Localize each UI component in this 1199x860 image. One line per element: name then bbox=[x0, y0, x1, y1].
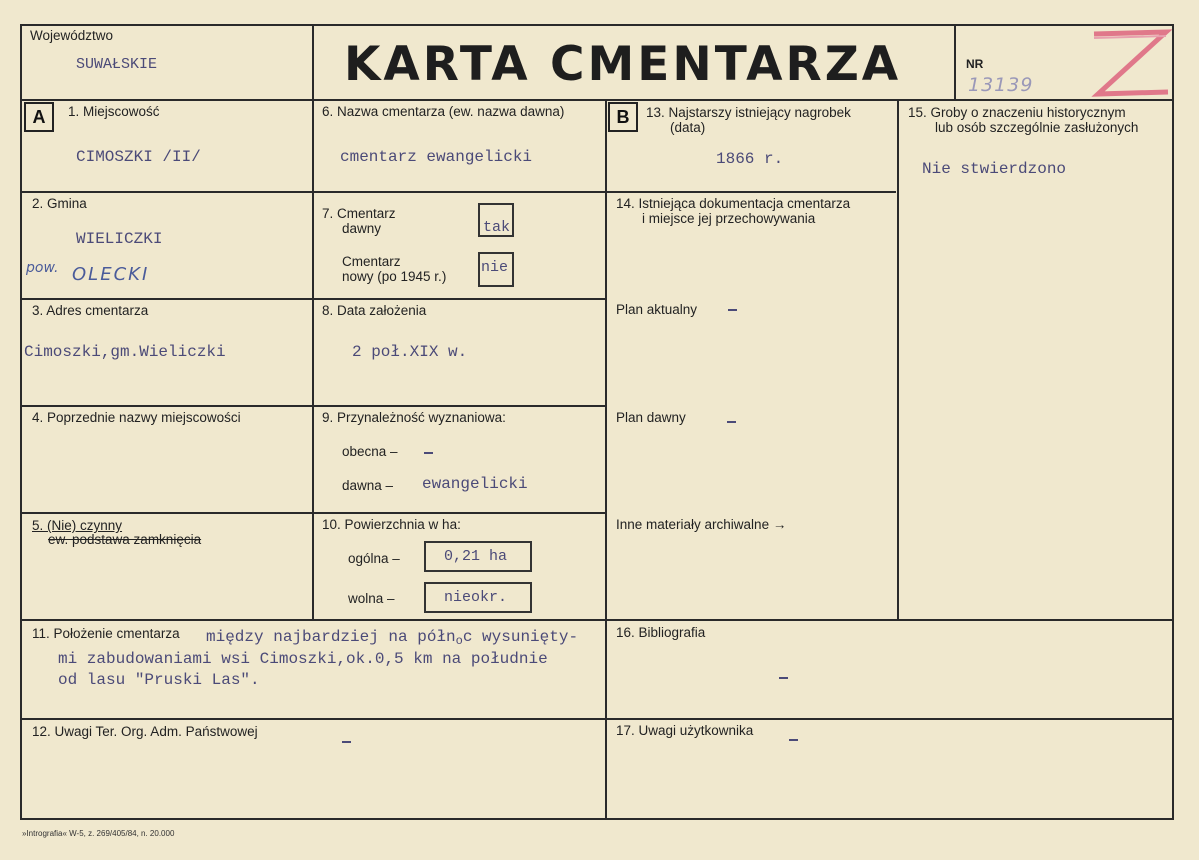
f15-label-1: 15. Groby o znaczeniu historycznym bbox=[908, 105, 1126, 120]
f10-label: 10. Powierzchnia w ha: bbox=[322, 517, 461, 532]
row-line-2 bbox=[20, 298, 607, 300]
f10-total-value: 0,21 ha bbox=[444, 548, 508, 565]
f14-label-2: i miejsce jej przechowywania bbox=[642, 211, 816, 226]
f17-label: 17. Uwagi użytkownika bbox=[616, 723, 754, 738]
f14-plan-current-dash bbox=[728, 309, 737, 311]
f10-free-value: nieokr. bbox=[444, 589, 508, 606]
f2-pow-value: OLECKI bbox=[72, 264, 150, 285]
column-divider-1 bbox=[312, 99, 314, 619]
frame-left-line bbox=[20, 24, 22, 820]
f13-label-2: (data) bbox=[670, 120, 706, 135]
header-bottom-line bbox=[20, 99, 1174, 101]
f14-other-label: Inne materiały archiwalne → bbox=[616, 517, 787, 532]
f7-new-label-1: Cmentarz bbox=[342, 254, 401, 269]
column-divider-2 bbox=[605, 99, 607, 819]
f2-pow-prefix: pow. bbox=[26, 260, 59, 276]
f7-old-value: tak bbox=[483, 219, 511, 236]
f14-plan-old-dash bbox=[727, 421, 736, 423]
f11-line-2: mi zabudowaniami wsi Cimoszki,ok.0,5 km na południe bbox=[58, 650, 548, 668]
f9-current-value-dash bbox=[424, 452, 433, 454]
section-a-marker: A bbox=[24, 102, 54, 132]
f10-total-label: ogólna – bbox=[348, 551, 400, 566]
f1-label: 1. Miejscowość bbox=[68, 104, 160, 119]
f7-new-label-2: nowy (po 1945 r.) bbox=[342, 269, 447, 284]
f16-label: 16. Bibliografia bbox=[616, 625, 706, 640]
f13-label-1: 13. Najstarszy istniejący nagrobek bbox=[646, 105, 851, 120]
f8-value: 2 poł.XIX w. bbox=[352, 343, 468, 361]
f16-value-dash bbox=[779, 677, 788, 679]
f11-line-1-start: między najbardziej na półn bbox=[206, 628, 456, 646]
f15-label-2: lub osób szczególnie zasłużonych bbox=[935, 120, 1139, 135]
f6-value: cmentarz ewangelicki bbox=[340, 148, 533, 166]
nr-value: 13139 bbox=[968, 74, 1034, 96]
f9-label: 9. Przynależność wyznaniowa: bbox=[322, 410, 506, 425]
f14-plan-current-label: Plan aktualny bbox=[616, 302, 698, 317]
f8-label: 8. Data założenia bbox=[322, 303, 427, 318]
f10-free-label: wolna – bbox=[348, 591, 395, 606]
f5-sublabel: ew. podstawa zamknięcia bbox=[48, 532, 202, 547]
nr-label: NR bbox=[966, 57, 984, 71]
f5-label: 5. (Nie) czynny bbox=[32, 518, 123, 533]
header-divider-right bbox=[954, 24, 956, 100]
f9-current-label: obecna – bbox=[342, 444, 398, 459]
f6-label: 6. Nazwa cmentarza (ew. nazwa dawna) bbox=[322, 104, 565, 119]
f12-label: 12. Uwagi Ter. Org. Adm. Państwowej bbox=[32, 724, 258, 739]
f11-line-1 bbox=[206, 628, 578, 647]
f11-line-1-sub: o bbox=[455, 634, 463, 648]
f9-former-label: dawna – bbox=[342, 478, 394, 493]
f14-label-1: 14. Istniejąca dokumentacja cmentarza bbox=[616, 196, 851, 211]
row-line-6 bbox=[20, 718, 1174, 720]
frame-top-line bbox=[20, 24, 1174, 26]
f9-former-value: ewangelicki bbox=[422, 475, 528, 493]
voivodeship-value: SUWAŁSKIE bbox=[76, 56, 158, 73]
f3-value: Cimoszki,gm.Wieliczki bbox=[24, 343, 226, 361]
f7-old-label-1: 7. Cmentarz bbox=[322, 206, 396, 221]
voivodeship-label: Województwo bbox=[30, 28, 114, 43]
f7-new-value: nie bbox=[481, 259, 509, 276]
card-title: KARTA CMENTARZA bbox=[344, 37, 902, 92]
f11-line-1-end: c wysunięty- bbox=[462, 628, 579, 646]
f15-value: Nie stwierdzono bbox=[922, 160, 1067, 178]
section-b-marker: B bbox=[608, 102, 638, 132]
header-divider-left bbox=[312, 24, 314, 100]
stamp-z-icon bbox=[1088, 24, 1172, 100]
row-line-4 bbox=[20, 512, 607, 514]
f4-label: 4. Poprzednie nazwy miejscowości bbox=[32, 410, 241, 425]
printer-footer: »Intrografia« W-5, z. 269/405/84, n. 20.000 bbox=[22, 829, 175, 838]
frame-bottom-line bbox=[20, 818, 1174, 820]
f7-old-label-2: dawny bbox=[342, 221, 382, 236]
f13-value: 1866 r. bbox=[716, 150, 784, 168]
f11-label: 11. Położenie cmentarza bbox=[32, 626, 180, 641]
column-divider-3 bbox=[897, 99, 899, 619]
f2-value: WIELICZKI bbox=[76, 230, 163, 248]
row-line-5 bbox=[20, 619, 1174, 621]
f17-value-dash bbox=[789, 739, 798, 741]
f3-label: 3. Adres cmentarza bbox=[32, 303, 149, 318]
f12-value-dash bbox=[342, 741, 351, 743]
row-line-3 bbox=[20, 405, 607, 407]
f2-label: 2. Gmina bbox=[32, 196, 87, 211]
frame-right-line bbox=[1172, 24, 1174, 820]
f1-value: CIMOSZKI /II/ bbox=[76, 148, 201, 166]
row-line-1 bbox=[20, 191, 607, 193]
row-line-col3 bbox=[605, 191, 896, 193]
f14-plan-old-label: Plan dawny bbox=[616, 410, 686, 425]
f11-line-3: od lasu "Pruski Las". bbox=[58, 671, 260, 689]
